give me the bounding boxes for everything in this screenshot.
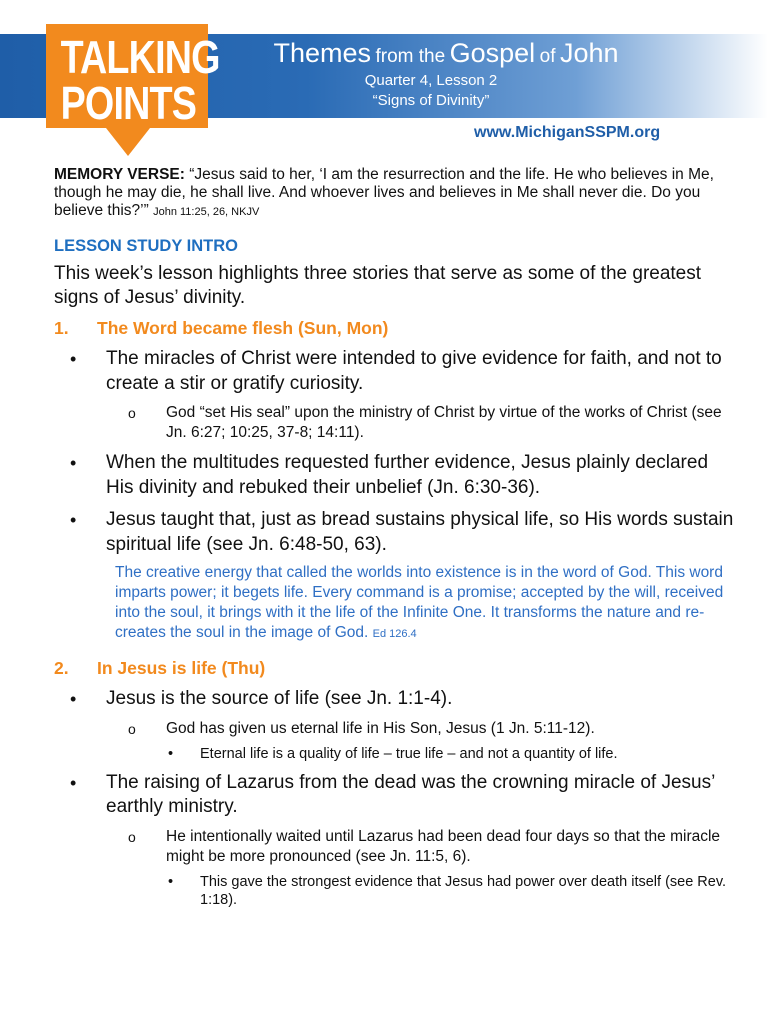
- quote-text: The creative energy that called the worlds into existence is in the word of God. This word imparts power; it begets life. Every command is a promise; accepted by the will, received into the soul, it brings with it the life of the Infinite One. It transforms the nature and re-creates the soul in the image of God.: [115, 564, 724, 641]
- section-title: The Word became flesh (Sun, Mon): [97, 318, 389, 338]
- logo-line-2: POINTS: [60, 77, 197, 129]
- list-item-text: God has given us eternal life in His Son, Jesus (1 Jn. 5:11-12).: [166, 719, 595, 737]
- section-title: In Jesus is life (Thu): [97, 658, 266, 678]
- lesson-title: “Signs of Divinity”: [372, 92, 490, 109]
- section-number: 2.: [54, 658, 69, 678]
- sub-list-item: [54, 827, 734, 867]
- ellen-white-quote: [54, 563, 734, 644]
- bullet-icon: •: [168, 745, 174, 762]
- list-item: [54, 771, 734, 820]
- list-item: [54, 347, 734, 396]
- section-2-heading: [54, 658, 734, 679]
- series-title: [226, 38, 666, 69]
- sub-sub-list-item: [54, 873, 734, 909]
- memory-verse-label: MEMORY VERSE:: [54, 166, 185, 183]
- circle-bullet-icon: o: [128, 828, 136, 845]
- logo-speech-tail: [106, 128, 150, 156]
- bullet-icon: •: [70, 510, 77, 530]
- list-item-text: He intentionally waited until Lazarus had been dead four days so that the miracle might be more pronounced (see Jn. 11:5, 6).: [166, 827, 721, 865]
- intro-heading: LESSON STUDY INTRO: [54, 237, 238, 255]
- list-item-text: God “set His seal” upon the ministry of Christ by virtue of the works of Christ (see Jn. 6:27; 10:25, 37-8; 14:11).: [166, 404, 722, 441]
- memory-verse-text: “Jesus said to her, ‘I am the resurrection and the life. He who believes in Me, though he may die, he shall live. And whoever lives and believes in Me shall never die. Do you believe this?’”: [54, 166, 714, 219]
- website-link[interactable]: www.MichiganSSPM.org: [474, 124, 661, 141]
- sub-list-item: [54, 719, 734, 739]
- list-item: [54, 451, 734, 500]
- list-item-text: Eternal life is a quality of life – true life – and not a quantity of life.: [200, 745, 618, 762]
- title-word: from the: [375, 46, 446, 67]
- title-word: John: [559, 38, 619, 68]
- list-item-text: Jesus is the source of life (see Jn. 1:1-4).: [106, 688, 453, 709]
- list-item-text: This gave the strongest evidence that Jesus had power over death itself (see Rev. 1:18).: [200, 873, 727, 908]
- bullet-icon: •: [70, 689, 77, 709]
- title-word: Gospel: [449, 38, 536, 68]
- lesson-number: Quarter 4, Lesson 2: [364, 72, 498, 89]
- bullet-icon: •: [70, 453, 77, 473]
- list-item: [54, 687, 734, 712]
- circle-bullet-icon: o: [128, 720, 136, 737]
- list-item-text: The miracles of Christ were intended to give evidence for faith, and not to create a stir or gratify curiosity.: [106, 348, 722, 394]
- bullet-icon: •: [70, 349, 77, 369]
- section-number: 1.: [54, 318, 69, 338]
- list-item: [54, 508, 734, 557]
- memory-verse-ref: John 11:25, 26, NKJV: [153, 206, 260, 218]
- bullet-icon: •: [70, 772, 77, 793]
- list-item-text: The raising of Lazarus from the dead was the crowning miracle of Jesus’ earthly ministry.: [106, 771, 715, 817]
- section-1-heading: [54, 318, 734, 339]
- title-word: of: [539, 46, 556, 67]
- intro-text: This week’s lesson highlights three stories that serve as some of the greatest signs of Jesus’ divinity.: [54, 263, 702, 308]
- quote-ref: Ed 126.4: [372, 628, 417, 640]
- logo-line-1: TALKING: [60, 31, 220, 83]
- list-item-text: Jesus taught that, just as bread sustains physical life, so His words sustain spiritual life (see Jn. 6:48-50, 63).: [106, 509, 734, 555]
- document-body: [54, 166, 734, 909]
- talking-points-logo: [46, 24, 220, 129]
- sub-sub-list-item: [54, 745, 734, 763]
- bullet-icon: •: [168, 873, 174, 890]
- memory-verse: [54, 166, 734, 221]
- list-item-text: When the multitudes requested further evidence, Jesus plainly declared His divinity and rebuked their unbelief (Jn. 6:30-36).: [106, 452, 709, 498]
- sub-list-item: [54, 403, 734, 443]
- circle-bullet-icon: o: [128, 405, 136, 421]
- title-word: Themes: [273, 38, 372, 68]
